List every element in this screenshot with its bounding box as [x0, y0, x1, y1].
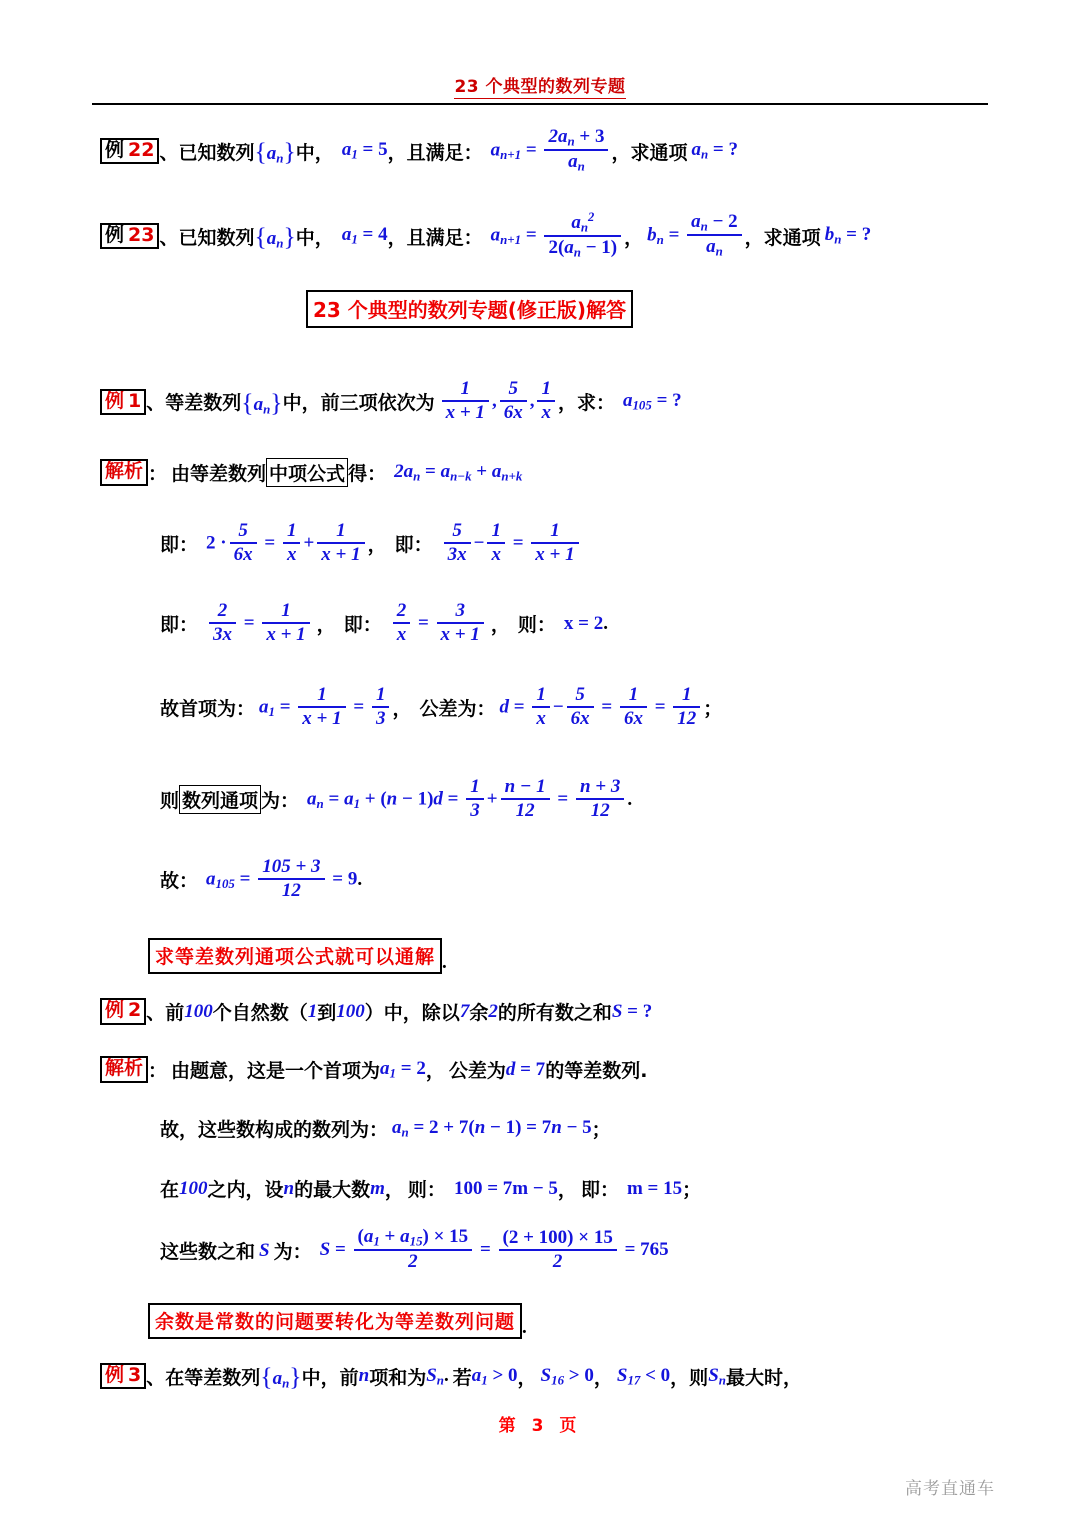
solution-2-text-a: 由题意，这是一个首项为 — [171, 1060, 381, 1082]
fraction: $\frac{1}{6x}$ — [620, 685, 647, 729]
callout-1-period: . — [442, 952, 447, 973]
example-1-sequence: $\{a_n\}$ — [241, 387, 283, 417]
example-22-zhong: 中， — [295, 141, 334, 164]
sol2-step2-mvar: m — [370, 1177, 385, 1199]
example-1-lead: 、等差数列 — [146, 392, 242, 415]
fraction: $\frac{1}{x + 1}$ — [298, 685, 345, 729]
example-3-tag: 例 3 — [100, 1363, 146, 1389]
example-23-recurrence: $a_{n+1}$ = $\frac{a_n^2}{2(a_n - 1)}$ — [491, 212, 625, 260]
example-2-tag: 例 2 — [100, 998, 146, 1024]
fraction: $\frac{2}{x}$ — [393, 601, 411, 645]
sol2-step2-ze: 则： — [407, 1179, 446, 1201]
comma-11: ， — [517, 1366, 537, 1389]
example-23-zhong: 中， — [295, 226, 334, 249]
fraction: $\frac{1}{x}$ — [537, 379, 555, 423]
example-3-sn: $S_n$ — [426, 1364, 444, 1388]
solution-2-a1: $a_1 = 2$ — [380, 1057, 426, 1081]
fraction: $\frac{1}{12}$ — [673, 685, 700, 729]
solution-1-formula: $2a_n = a_{n-k} + a_{n+k}$ — [394, 460, 523, 484]
example-3-sequence: $\{a_n\}$ — [260, 1362, 302, 1391]
sol2-step2-ji: 即： — [580, 1179, 619, 1201]
fraction: $\frac{5}{3x}$ — [444, 521, 471, 565]
example-3-cond-2: $S_{16} > 0$ — [540, 1364, 594, 1388]
sol2-step1-formula: $a_n = 2 + 7(n - 1) = 7n - 5$ — [392, 1116, 592, 1140]
fraction: $\frac{3}{x + 1}$ — [437, 601, 484, 645]
comma-5: ， — [316, 614, 336, 637]
example-22-target: $a_n$ = ? — [691, 139, 738, 162]
period-1: . — [603, 612, 608, 634]
example-3-nvar: n — [358, 1365, 370, 1387]
example-22-line — [100, 128, 738, 174]
example-23-tag: 例 23 — [100, 223, 159, 249]
step-line-answer-1 — [160, 858, 362, 902]
callout-1-box: 求等差数列通项公式就可以通解 — [148, 938, 442, 974]
sol2-step2-text-b: 之内，设 — [207, 1179, 284, 1201]
example-3-text-e: 最大时， — [725, 1366, 802, 1389]
step-2-ji2: 即： — [343, 614, 382, 637]
sol2-step2-eq2: m = 15 — [626, 1177, 683, 1199]
fraction: $\frac{105 + 3}{12}$ — [258, 857, 324, 901]
answer-1-gu: 故： — [160, 870, 199, 893]
sol2-step2-text-c: 的最大数 — [294, 1179, 371, 1201]
example-3-zhong: 中， — [301, 1366, 340, 1389]
example-2-seven: 7 — [459, 1000, 470, 1022]
example-2-text-c: 到 — [317, 1002, 337, 1024]
example-1-terms: $\frac{1}{x + 1}$ , $\frac{5}{6x}$ , $\frac{1}{x}$ — [439, 380, 558, 424]
solution-1-text-a: 由等差数列 — [171, 463, 267, 485]
example-1-line — [100, 380, 682, 424]
solution-tag-1: 解析 — [100, 459, 148, 485]
example-23-satisfy: 且满足： — [406, 226, 483, 249]
sol2-step3-svar: S — [259, 1239, 270, 1261]
example-2-text-d: ）中，除以 — [364, 1002, 460, 1024]
comma-7: ， — [392, 698, 412, 721]
callout-1-wrap — [148, 938, 447, 974]
example-23-bn: $b_n$ = $\frac{a_n - 2}{a_n}$ — [647, 213, 745, 259]
solution-2-text-b: 公差为 — [448, 1060, 506, 1082]
fraction: $\frac{a_n^2}{2(a_n - 1)}$ — [544, 211, 621, 259]
header-divider — [92, 103, 988, 105]
fraction: $\frac{n - 1}{12}$ — [501, 777, 550, 821]
period-2: . — [627, 788, 633, 810]
section-title-box: 23 个典型的数列专题(修正版)解答 — [306, 290, 633, 328]
semicolon-3: ； — [682, 1179, 702, 1201]
fraction: $\frac{n + 3}{12}$ — [576, 777, 624, 821]
step-2-result: x = 2 — [563, 612, 604, 634]
solution-2-d: d = 7 — [505, 1058, 546, 1080]
general-term-formula: $a_n = a_1 + (n - 1)d$ = $\frac{1}{3}$ + $\frac{n - 1}{12}$ = $\frac{n + 3}{12}$ — [307, 778, 627, 822]
example-1-tag: 例 1 — [100, 389, 146, 415]
first-term-value: $a_1$ = $\frac{1}{x + 1}$ = $\frac{1}{3}$ — [259, 686, 392, 730]
answer-1-value: $a_{105}$ = $\frac{105 + 3}{12}$ = 9 — [206, 856, 358, 901]
example-22-tag: 例 22 — [100, 138, 159, 164]
solution-2-step-1 — [160, 1115, 611, 1142]
general-ze: 则 — [160, 790, 180, 813]
fraction: $\frac{1}{x}$ — [532, 685, 550, 729]
example-2-n100: 100 — [184, 1000, 213, 1022]
step-line-2 — [160, 602, 608, 646]
example-3-ruo: 若 — [452, 1366, 472, 1389]
callout-2-box: 余数是常数的问题要转化为等差数列问题 — [148, 1303, 522, 1339]
example-23-line — [100, 212, 871, 260]
fraction: $\frac{(2 + 100) \times 15}{2}$ — [499, 1228, 617, 1272]
step-1-eq-left: 2 · $\frac{5}{6x}$ = $\frac{1}{x}$ + $\frac{1}{x + 1}$ — [206, 522, 368, 566]
example-2-hundred: 100 — [336, 1000, 365, 1022]
step-line-general-term — [160, 778, 632, 822]
semicolon-1: ； — [703, 698, 723, 721]
fraction: $\frac{2a_n + 3}{a_n}$ — [544, 127, 608, 173]
solution-1-line — [100, 458, 522, 487]
example-3-text-d: ，则 — [670, 1366, 709, 1389]
fraction: $\frac{5}{6x}$ — [567, 685, 594, 729]
solution-tag-2: 解析 — [100, 1056, 148, 1082]
semicolon-2: ； — [591, 1119, 611, 1141]
example-23-target: $b_n$ = ? — [824, 224, 872, 247]
period-4: . — [443, 1365, 449, 1387]
example-2-text-b: 个自然数（ — [212, 1002, 308, 1024]
step-2-ze: 则： — [517, 614, 556, 637]
example-1-ask: ，求： — [557, 392, 615, 415]
comma-8: ， — [425, 1060, 445, 1082]
example-23-ask: ，求通项 — [744, 226, 821, 249]
fraction: $\frac{1}{x + 1}$ — [317, 521, 364, 565]
fraction: $\frac{1}{3}$ — [372, 685, 390, 729]
callout-2-period: . — [522, 1317, 527, 1338]
sol2-step2-text-a: 在 — [160, 1179, 180, 1201]
solution-2-step-2 — [160, 1175, 701, 1202]
solution-2-step-3 — [160, 1228, 669, 1273]
example-2-line — [100, 998, 652, 1025]
step-line-first-term — [160, 686, 722, 730]
page-footer: 第 3 页 — [498, 1416, 582, 1436]
example-22-lead: 、已知数列 — [159, 141, 255, 164]
example-2-one: 1 — [307, 1000, 318, 1022]
example-2-target: S = ? — [611, 1000, 653, 1022]
fraction: $\frac{1}{3}$ — [466, 777, 484, 821]
step-1-ji2: 即： — [394, 534, 433, 557]
example-22-ask: ，求通项 — [611, 141, 688, 164]
example-3-cond-1: $a_1 > 0$ — [471, 1364, 518, 1388]
common-difference-value: d = $\frac{1}{x}$ − $\frac{5}{6x}$ = $\frac{1}{6x}$ = $\frac{1}{12}$ — [499, 686, 703, 730]
example-1-first3: 前三项依次为 — [320, 392, 435, 415]
comma-6: ， — [490, 614, 510, 637]
comma-12: ， — [593, 1366, 613, 1389]
comma-3: ， — [624, 226, 644, 249]
comma-1: ， — [387, 141, 407, 164]
document-header — [0, 72, 1080, 97]
comma-10: ， — [557, 1179, 577, 1201]
fraction: $\frac{(a_1 + a_{15}) \times 15}{2}$ — [354, 1227, 473, 1272]
example-2-text-e: 余 — [469, 1002, 489, 1024]
fraction: $\frac{5}{6x}$ — [500, 379, 527, 423]
example-22-satisfy: 且满足： — [406, 141, 483, 164]
example-23-sequence: $\{a_n\}$ — [254, 221, 296, 251]
step-2-ji: 即： — [160, 614, 199, 637]
colon-1: ： — [148, 463, 168, 485]
solution-2-text-c: 的等差数列. — [545, 1060, 648, 1082]
example-22-initial: $a_1 = 5$ — [341, 139, 388, 162]
fraction: $\frac{2}{3x}$ — [209, 601, 236, 645]
sol2-step3-wei: 为： — [273, 1241, 312, 1264]
watermark: 高考直通车 — [905, 1479, 995, 1499]
example-22-sequence: $\{a_n\}$ — [254, 136, 296, 166]
solution-2-line — [100, 1056, 647, 1083]
example-3-text-a: 、在等差数列 — [146, 1366, 261, 1389]
sol2-step2-n100: 100 — [179, 1177, 208, 1199]
step-2-eq-left: $\frac{2}{3x}$ = $\frac{1}{x + 1}$ — [206, 602, 313, 646]
fraction: $\frac{1}{x + 1}$ — [262, 601, 309, 645]
comma-4: ， — [367, 534, 387, 557]
example-23-lead: 、已知数列 — [159, 226, 255, 249]
sol2-step1-label: 故，这些数构成的数列为： — [160, 1119, 389, 1141]
period-3: . — [357, 868, 363, 890]
sol2-step3-label: 这些数之和 — [160, 1241, 256, 1264]
example-1-zhong: 中， — [282, 392, 321, 415]
solution-1-boxed-term: 中项公式 — [266, 458, 348, 487]
step-1-ji: 即： — [160, 534, 199, 557]
example-2-text-a: 、前 — [146, 1002, 185, 1024]
fraction: $\frac{1}{x}$ — [283, 521, 301, 565]
example-3-sn-2: $S_n$ — [708, 1364, 726, 1388]
comma-9: ， — [384, 1179, 404, 1201]
fraction: $\frac{5}{6x}$ — [230, 521, 257, 565]
example-3-text-b: 前 — [339, 1366, 359, 1389]
example-3-cond-3: $S_{17} < 0$ — [616, 1364, 671, 1388]
example-2-two: 2 — [488, 1000, 498, 1022]
example-1-target: $a_{105}$ = ? — [622, 390, 682, 413]
sol2-step2-nvar: n — [283, 1177, 295, 1199]
general-wei: 为： — [261, 790, 300, 813]
fraction: $\frac{a_n - 2}{a_n}$ — [687, 212, 742, 258]
solution-1-text-b: 得： — [348, 463, 387, 485]
sol2-step3-formula: S = $\frac{(a_1 + a_{15}) \times 15}{2}$ = $\frac{(2 + 100) \times 15}{2}$ = 765 — [319, 1226, 669, 1273]
comma-2: ， — [387, 226, 407, 249]
general-boxed-term: 数列通项 — [179, 785, 261, 814]
example-22-recurrence: $a_{n+1}$ = $\frac{2a_n + 3}{a_n}$ — [491, 128, 612, 174]
step-line-1 — [160, 522, 582, 566]
fraction: $\frac{1}{x + 1}$ — [531, 521, 578, 565]
colon-2: ： — [148, 1060, 168, 1082]
example-3-text-c: 项和为 — [369, 1366, 427, 1389]
example-3-line — [100, 1361, 802, 1392]
step-2-eq-right: $\frac{2}{x}$ = $\frac{3}{x + 1}$ — [390, 602, 487, 646]
first-term-label: 故首项为： — [160, 698, 256, 721]
common-difference-label: 公差为： — [419, 698, 496, 721]
example-23-initial: $a_1 = 4$ — [341, 224, 388, 247]
sol2-step2-eq1: 100 = 7m − 5 — [453, 1177, 558, 1199]
header-title: 23 个典型的数列专题 — [454, 77, 626, 97]
fraction: $\frac{1}{x}$ — [487, 521, 505, 565]
example-2-text-f: 的所有数之和 — [497, 1002, 612, 1024]
step-1-eq-right: $\frac{5}{3x}$ − $\frac{1}{x}$ = $\frac{1}{x + 1}$ — [441, 522, 582, 566]
fraction: $\frac{1}{x + 1}$ — [442, 379, 489, 423]
callout-2-wrap — [148, 1303, 527, 1339]
